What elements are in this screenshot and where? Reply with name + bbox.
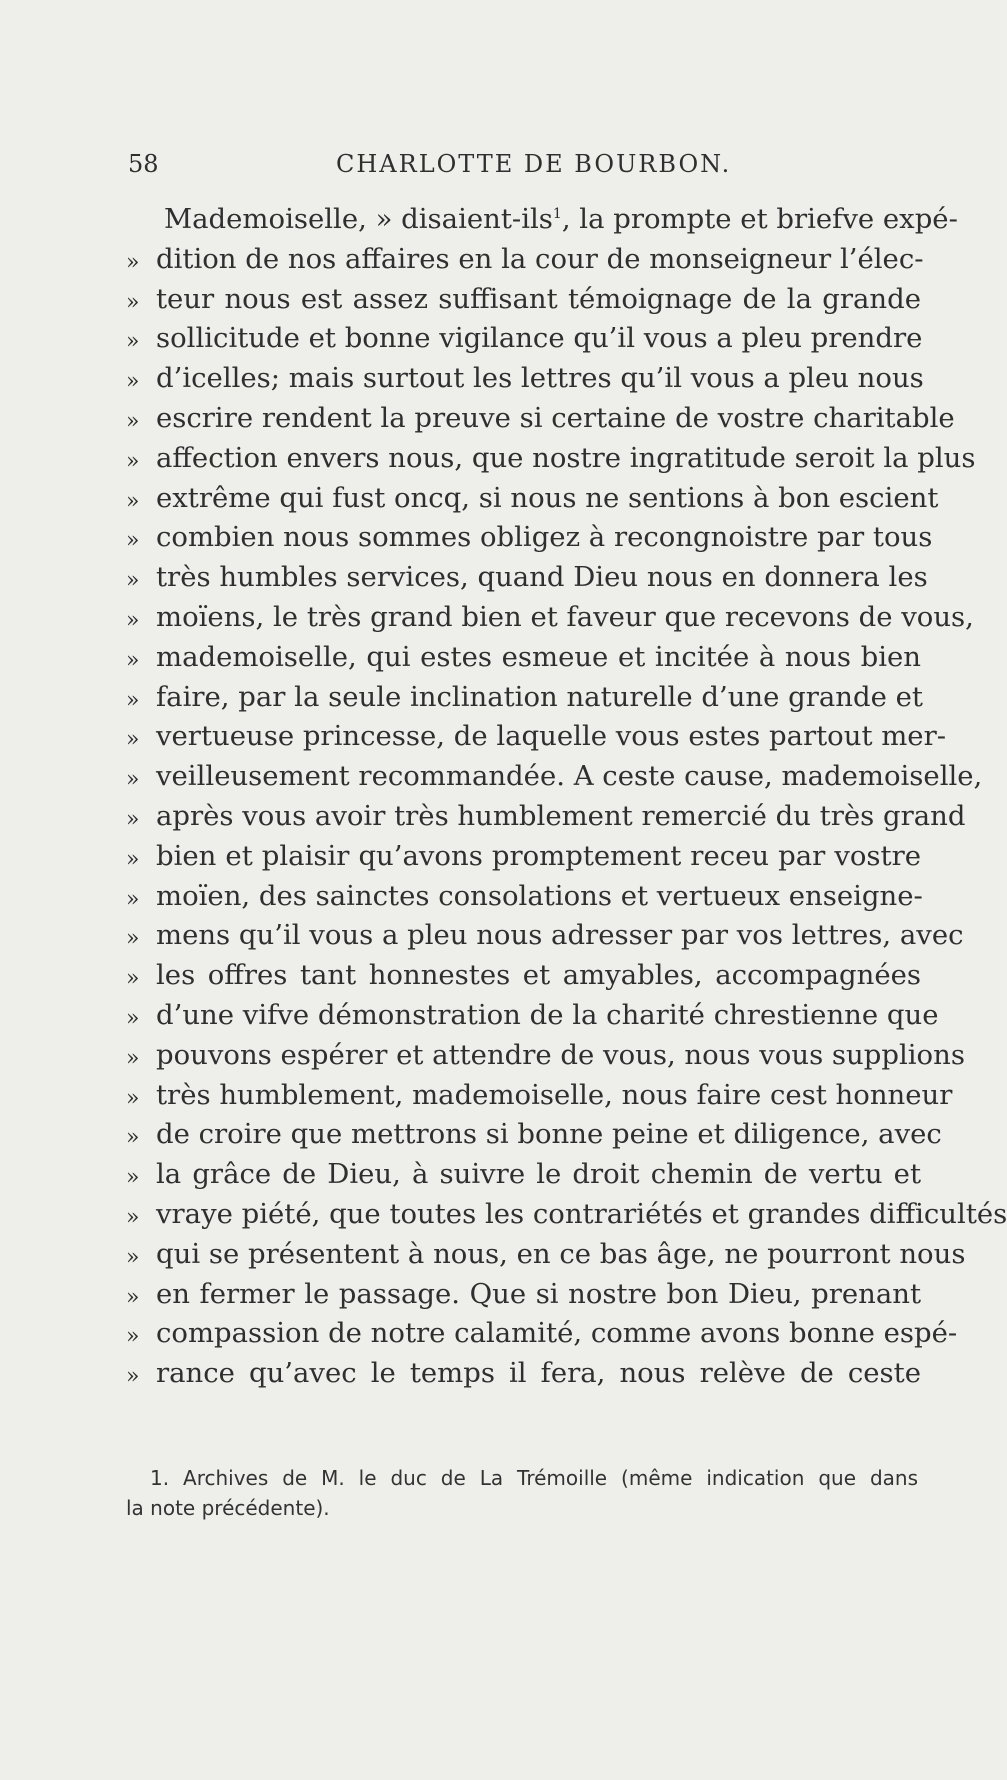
line-text: très humblement, mademoiselle, nous faire cest honneur xyxy=(156,1078,953,1111)
text-line xyxy=(126,1036,965,1076)
line-text: affection envers nous, que nostre ingratitude seroit la plus xyxy=(156,441,976,474)
quote-mark: » xyxy=(126,1284,140,1310)
quote-mark: » xyxy=(126,607,140,633)
text-line xyxy=(126,598,974,638)
quote-mark: » xyxy=(126,1204,140,1230)
line-text: la grâce de Dieu, à suivre le droit chemin de vertu et xyxy=(156,1158,921,1191)
line-text: très humbles services, quand Dieu nous en donnera les xyxy=(156,561,928,594)
quote-mark: » xyxy=(126,1085,140,1111)
quote-mark: » xyxy=(126,647,140,673)
footnote-line-2: la note précédente). xyxy=(126,1496,330,1520)
line-text: faire, par la seule inclination naturelle d’une grande et xyxy=(156,680,923,713)
quote-mark: » xyxy=(126,329,140,355)
text-line xyxy=(126,956,921,996)
text-line xyxy=(126,916,964,956)
text-line xyxy=(126,797,966,837)
quote-mark: » xyxy=(126,249,140,275)
quote-mark: » xyxy=(126,488,140,514)
footnote-reference: 1 xyxy=(552,205,562,222)
quote-mark: » xyxy=(126,408,140,434)
line-text: pouvons espérer et attendre de vous, nous vous supplions xyxy=(156,1038,965,1071)
line-text: combien nous sommes obligez à recongnoistre par tous xyxy=(156,521,933,554)
line-text: escrire rendent la preuve si certaine de vostre charitable xyxy=(156,401,955,434)
quote-mark: » xyxy=(126,966,140,992)
quote-mark: » xyxy=(126,926,140,952)
line-text: vraye piété, que toutes les contrariétés et grandes difficultés xyxy=(156,1197,1007,1230)
quote-mark: » xyxy=(126,1125,140,1151)
quote-mark: » xyxy=(126,289,140,315)
line-text: qui se présentent à nous, en ce bas âge, ne pourront nous xyxy=(156,1237,966,1270)
quote-mark: » xyxy=(126,568,140,594)
quote-mark: » xyxy=(126,727,140,753)
text-line xyxy=(126,439,976,479)
quote-mark: » xyxy=(126,687,140,713)
quote-mark: » xyxy=(126,846,140,872)
text-line xyxy=(126,717,947,757)
line-text: moïen, des sainctes consolations et vertueux enseigne- xyxy=(156,879,923,912)
page-header xyxy=(128,150,918,186)
footnote-line-1: 1. Archives de M. le duc de La Trémoille (même indication que dans xyxy=(150,1466,918,1490)
quote-mark: » xyxy=(126,1364,140,1390)
text-line xyxy=(126,200,958,240)
text-line xyxy=(126,479,939,519)
line-text: mademoiselle, qui estes esmeue et incitée à nous bien xyxy=(156,640,921,673)
line-text: les offres tant honnestes et amyables, accompagnées xyxy=(156,959,921,992)
quote-mark: » xyxy=(126,767,140,793)
text-line xyxy=(126,240,924,280)
first-line-rest: , la prompte et briefve expé- xyxy=(561,203,958,235)
text-line xyxy=(126,1115,942,1155)
line-text: vertueuse princesse, de laquelle vous estes partout mer- xyxy=(156,720,947,753)
line-text: moïens, le très grand bien et faveur que recevons de vous, xyxy=(156,600,974,633)
text-line xyxy=(126,319,921,359)
text-line xyxy=(126,678,921,718)
line-text: dition de nos affaires en la cour de monseigneur l’élec- xyxy=(156,242,924,275)
line-text: rance qu’avec le temps il fera, nous relève de ceste xyxy=(156,1357,921,1390)
quote-mark: » xyxy=(126,369,140,395)
line-text: bien et plaisir qu’avons promptement receu par vostre xyxy=(156,839,921,872)
line-text: teur nous est assez suffisant témoignage de la grande xyxy=(156,282,921,315)
text-line xyxy=(126,399,955,439)
text-line xyxy=(126,1195,1007,1235)
quote-mark: » xyxy=(126,1244,140,1270)
footnote xyxy=(126,1463,918,1523)
quote-mark: » xyxy=(126,448,140,474)
quote-mark: » xyxy=(126,1045,140,1071)
line-text: sollicitude et bonne vigilance qu’il vous a pleu prendre xyxy=(156,322,923,355)
quote-mark: » xyxy=(126,528,140,554)
text-line xyxy=(126,1076,953,1116)
line-text: d’une vifve démonstration de la charité chrestienne que xyxy=(156,998,939,1031)
text-line xyxy=(126,518,933,558)
line-text: de croire que mettrons si bonne peine et diligence, avec xyxy=(156,1118,942,1151)
text-line xyxy=(126,1235,966,1275)
quote-mark: » xyxy=(126,1165,140,1191)
text-line xyxy=(126,1354,921,1394)
line-text: après vous avoir très humblement remercié du très grand xyxy=(156,799,966,832)
quote-mark: » xyxy=(126,1324,140,1350)
first-line-start: Mademoiselle, » disaient-ils xyxy=(164,203,553,235)
running-title: CHARLOTTE DE BOURBON. xyxy=(336,150,732,178)
text-line xyxy=(126,837,921,877)
quote-mark: » xyxy=(126,806,140,832)
text-line xyxy=(126,638,921,678)
quote-mark: » xyxy=(126,886,140,912)
text-line xyxy=(126,359,924,399)
text-line xyxy=(126,757,983,797)
text-line xyxy=(126,1155,921,1195)
page-number: 58 xyxy=(128,150,159,178)
text-line xyxy=(126,1275,921,1315)
line-text: veilleusement recommandée. A ceste cause, mademoiselle, xyxy=(156,760,983,793)
text-line xyxy=(126,996,939,1036)
body-text xyxy=(126,200,1007,1394)
line-text: compassion de notre calamité, comme avons bonne espé- xyxy=(156,1317,958,1350)
line-text: extrême qui fust oncq, si nous ne sentions à bon escient xyxy=(156,481,939,514)
text-line xyxy=(126,558,928,598)
line-text: en fermer le passage. Que si nostre bon Dieu, prenant xyxy=(156,1277,921,1310)
text-line xyxy=(126,877,921,917)
text-line xyxy=(126,1314,958,1354)
quote-mark: » xyxy=(126,1005,140,1031)
line-text: d’icelles; mais surtout les lettres qu’il vous a pleu nous xyxy=(156,362,924,395)
line-text: mens qu’il vous a pleu nous adresser par vos lettres, avec xyxy=(156,919,964,952)
text-line xyxy=(126,280,921,320)
